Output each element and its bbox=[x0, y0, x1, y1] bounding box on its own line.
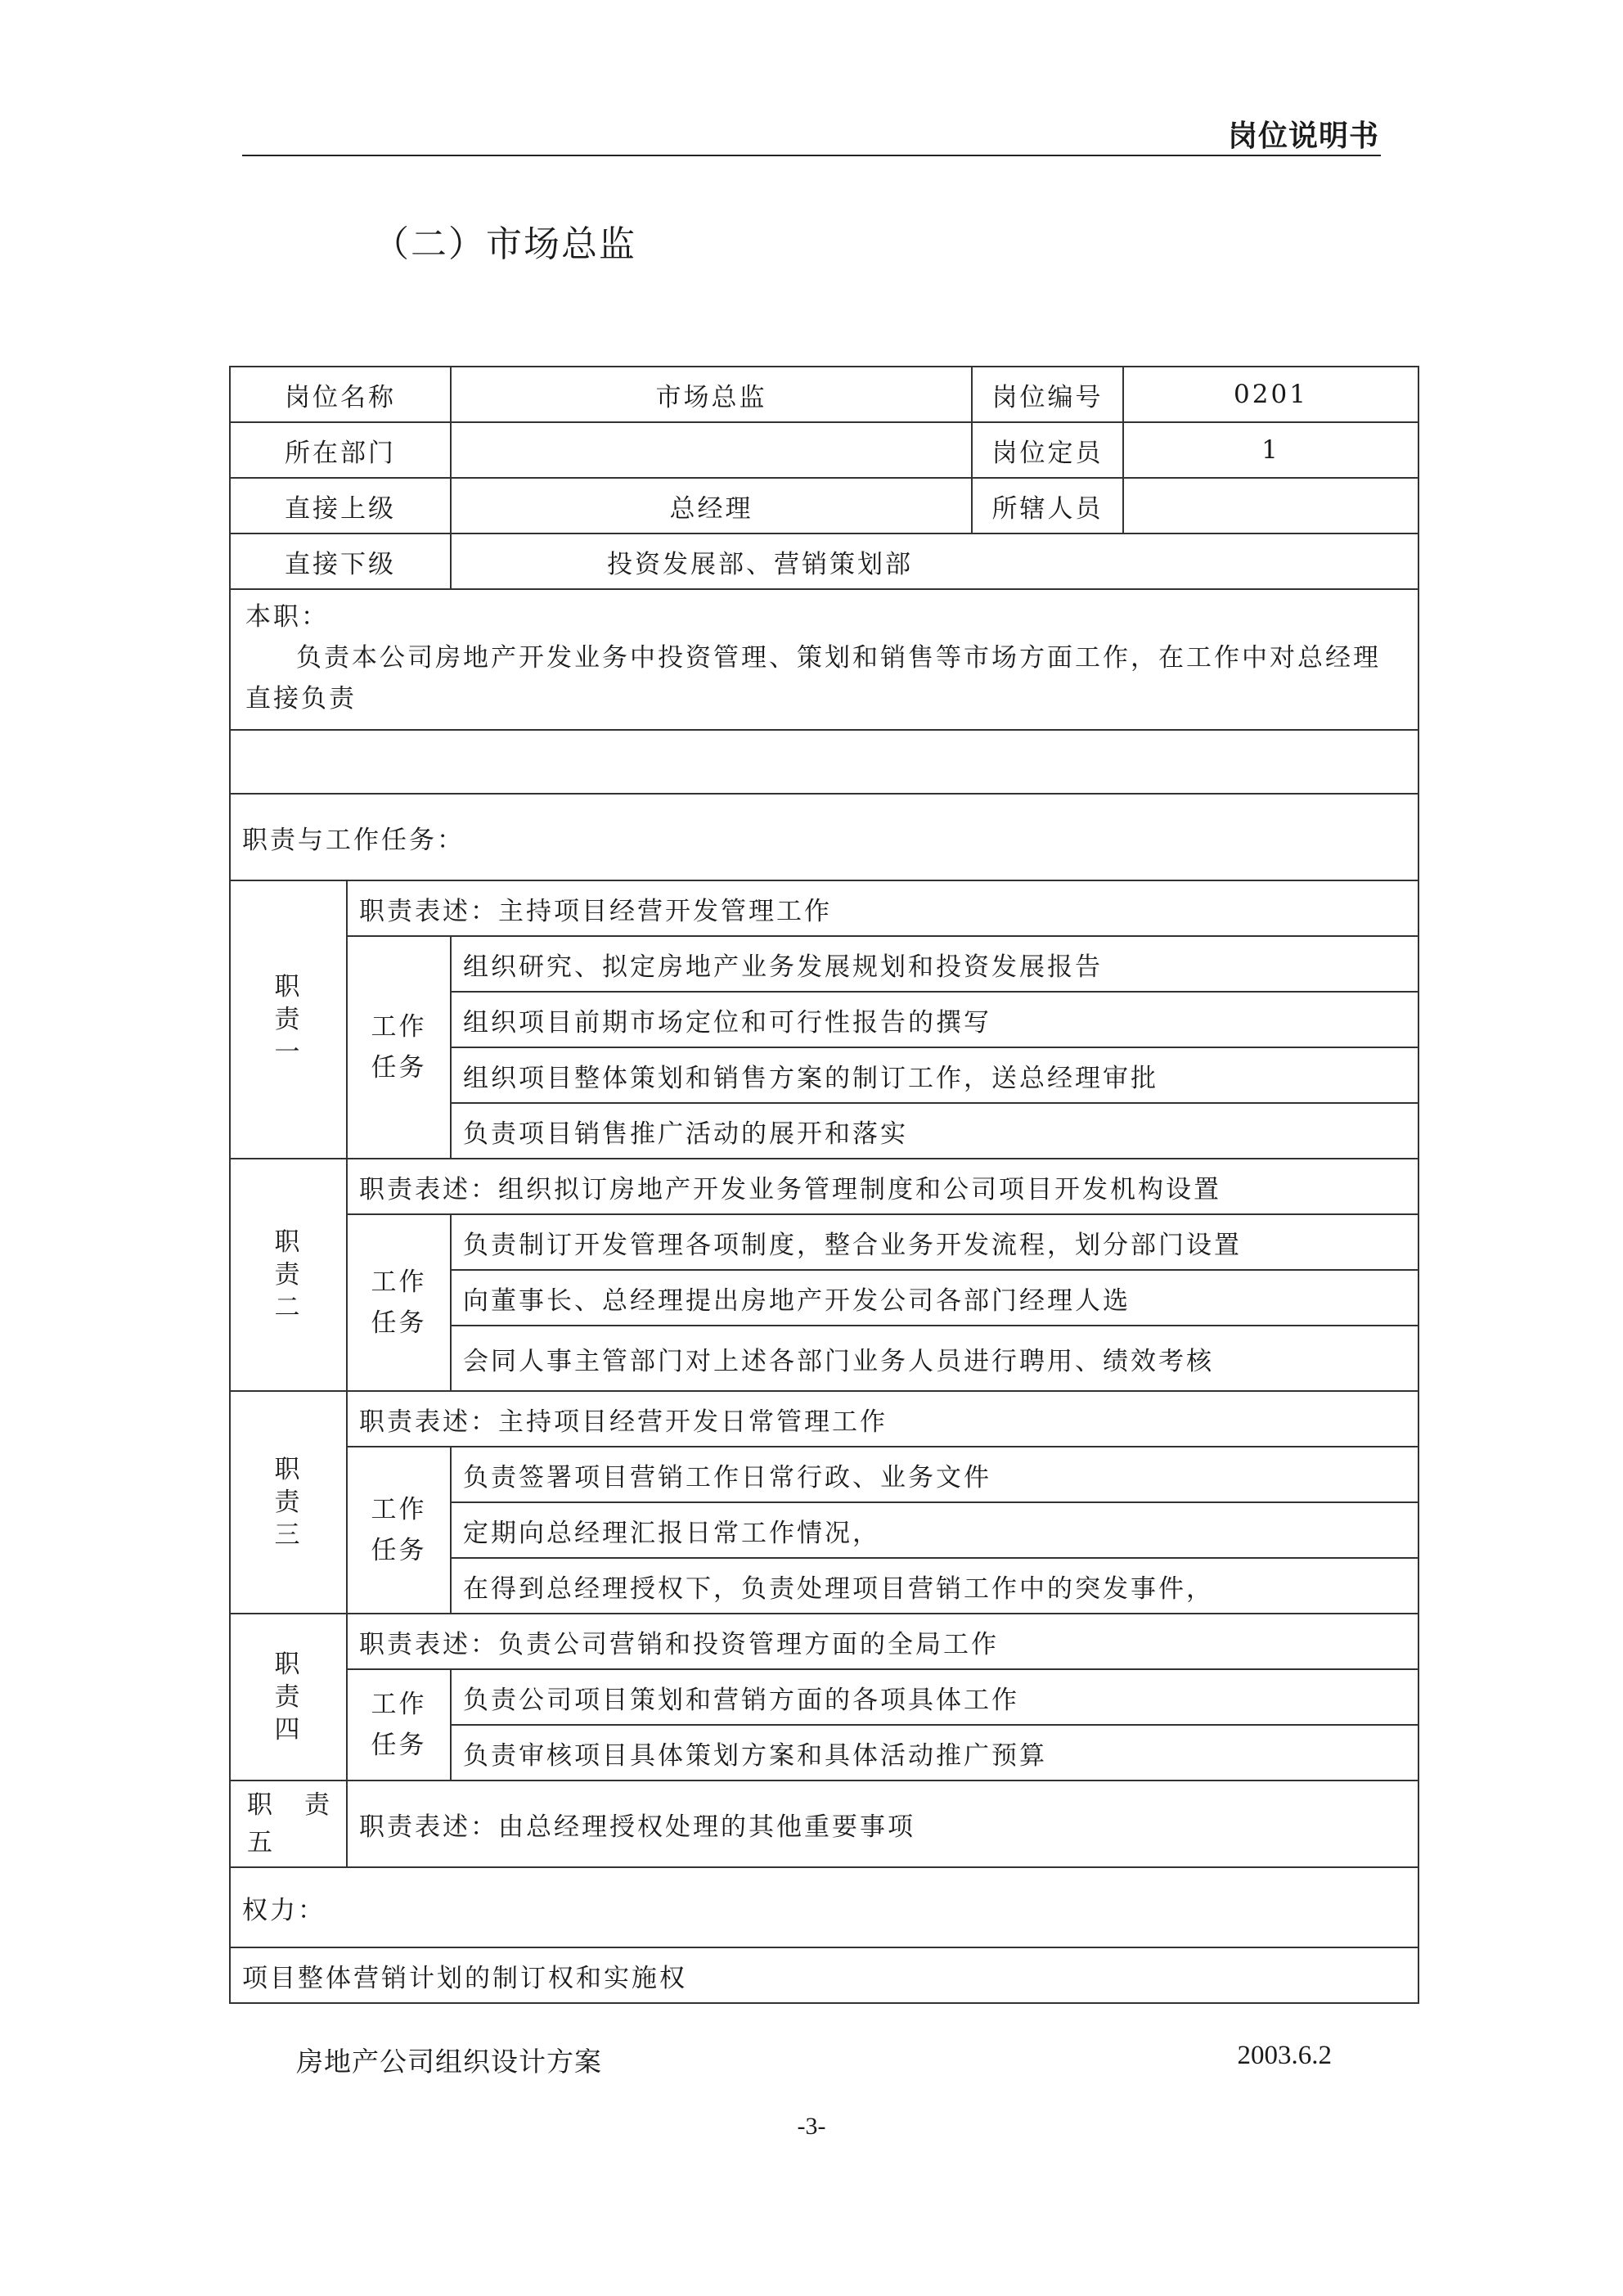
duty-statement: 职责表述：主持项目经营开发日常管理工作 bbox=[347, 1391, 1418, 1447]
info-row bbox=[230, 478, 1418, 533]
duty-label: 职 责 四 bbox=[230, 1614, 347, 1781]
staff-value bbox=[1123, 478, 1418, 533]
task-item: 负责制订开发管理各项制度，整合业务开发流程，划分部门设置 bbox=[451, 1214, 1418, 1270]
duty-statement-row bbox=[230, 1159, 1418, 1214]
blank-cell bbox=[230, 730, 1418, 794]
duty-statement: 职责表述：负责公司营销和投资管理方面的全局工作 bbox=[347, 1614, 1418, 1669]
task-item: 在得到总经理授权下，负责处理项目营销工作中的突发事件， bbox=[451, 1558, 1418, 1614]
power-label-row bbox=[230, 1867, 1418, 1947]
duty-label: 职 责 三 bbox=[230, 1391, 347, 1614]
footer-date: 2003.6.2 bbox=[1237, 2041, 1332, 2070]
duty-label: 职 责 二 bbox=[230, 1159, 347, 1391]
duty-statement: 职责表述：组织拟订房地产开发业务管理制度和公司项目开发机构设置 bbox=[347, 1159, 1418, 1214]
code-value: 0201 bbox=[1123, 367, 1418, 422]
info-row bbox=[230, 533, 1418, 589]
staff-label: 所辖人员 bbox=[972, 478, 1123, 533]
task-row bbox=[230, 1447, 1418, 1502]
subordinate-label: 直接下级 bbox=[230, 533, 451, 589]
job-description-table bbox=[229, 366, 1419, 2004]
quota-label: 岗位定员 bbox=[972, 422, 1123, 478]
duty-label: 职 责 一 bbox=[230, 880, 347, 1159]
dept-label: 所在部门 bbox=[230, 422, 451, 478]
role-text: 负责本公司房地产开发业务中投资管理、策划和销售等市场方面工作，在工作中对总经理直接负责 bbox=[245, 643, 1381, 714]
task-row bbox=[230, 1669, 1418, 1725]
superior-label: 直接上级 bbox=[230, 478, 451, 533]
task-item: 负责公司项目策划和营销方面的各项具体工作 bbox=[451, 1669, 1418, 1725]
name-value: 市场总监 bbox=[451, 367, 972, 422]
task-item: 组织项目前期市场定位和可行性报告的撰写 bbox=[451, 992, 1418, 1047]
task-label: 工作 任务 bbox=[347, 936, 451, 1159]
task-label: 工作 任务 bbox=[347, 1669, 451, 1781]
info-row bbox=[230, 422, 1418, 478]
dept-value bbox=[451, 422, 972, 478]
task-item: 负责项目销售推广活动的展开和落实 bbox=[451, 1103, 1418, 1159]
duty-statement: 职责表述：由总经理授权处理的其他重要事项 bbox=[347, 1781, 1418, 1867]
power-text-row bbox=[230, 1947, 1418, 2003]
task-item: 向董事长、总经理提出房地产开发公司各部门经理人选 bbox=[451, 1270, 1418, 1326]
role-cell bbox=[230, 589, 1418, 730]
duty-statement-row bbox=[230, 1391, 1418, 1447]
footer-document-title: 房地产公司组织设计方案 bbox=[296, 2046, 602, 2078]
code-label: 岗位编号 bbox=[972, 367, 1123, 422]
power-text: 项目整体营销计划的制订权和实施权 bbox=[230, 1947, 1418, 2003]
task-item: 定期向总经理汇报日常工作情况， bbox=[451, 1502, 1418, 1558]
superior-value: 总经理 bbox=[451, 478, 972, 533]
task-item: 负责审核项目具体策划方案和具体活动推广预算 bbox=[451, 1725, 1418, 1781]
task-row bbox=[230, 1214, 1418, 1270]
role-label: 本职： bbox=[245, 602, 329, 632]
task-row bbox=[230, 936, 1418, 992]
power-label: 权力： bbox=[230, 1867, 1418, 1947]
task-item: 负责签署项目营销工作日常行政、业务文件 bbox=[451, 1447, 1418, 1502]
duty-statement-row bbox=[230, 1781, 1418, 1867]
duties-heading-row bbox=[230, 794, 1418, 880]
task-item: 会同人事主管部门对上述各部门业务人员进行聘用、绩效考核 bbox=[451, 1326, 1418, 1391]
duty-statement-row bbox=[230, 1614, 1418, 1669]
subordinate-value: 投资发展部、营销策划部 bbox=[451, 533, 1418, 589]
duty-label: 职 责 五 bbox=[230, 1781, 347, 1867]
task-item: 组织项目整体策划和销售方案的制订工作，送总经理审批 bbox=[451, 1047, 1418, 1103]
duty-statement: 职责表述：主持项目经营开发管理工作 bbox=[347, 880, 1418, 936]
duty-statement-row bbox=[230, 880, 1418, 936]
section-title: （二）市场总监 bbox=[373, 223, 636, 265]
quota-value: 1 bbox=[1123, 422, 1418, 478]
info-row bbox=[230, 367, 1418, 422]
blank-row bbox=[230, 730, 1418, 794]
name-label: 岗位名称 bbox=[230, 367, 451, 422]
task-label: 工作 任务 bbox=[347, 1214, 451, 1391]
duties-heading: 职责与工作任务： bbox=[230, 794, 1418, 880]
header-title: 岗位说明书 bbox=[1227, 119, 1379, 153]
task-label: 工作 任务 bbox=[347, 1447, 451, 1614]
role-row bbox=[230, 589, 1418, 730]
header-rule bbox=[242, 155, 1381, 156]
task-item: 组织研究、拟定房地产业务发展规划和投资发展报告 bbox=[451, 936, 1418, 992]
page-number: -3- bbox=[797, 2113, 826, 2140]
